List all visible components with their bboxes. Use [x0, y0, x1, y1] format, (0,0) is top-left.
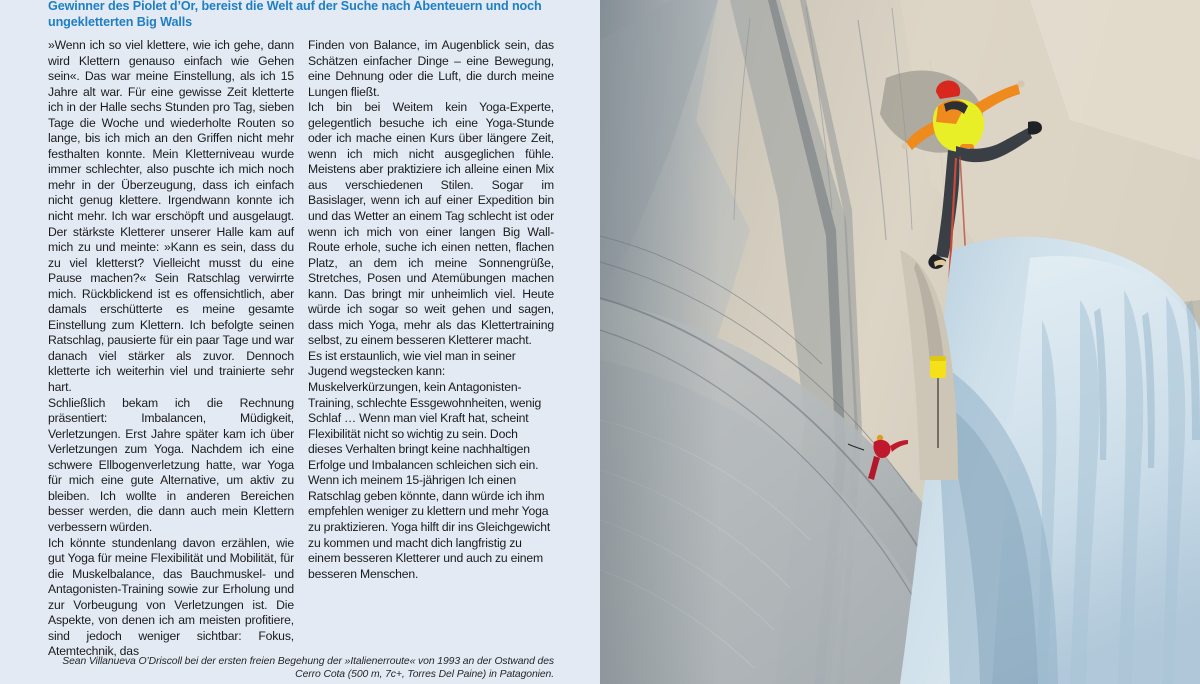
paragraph: Finden von Balance, im Augenblick sein, das Schätzen einfacher Dinge – eine Bewegung, eine Dehnung oder die Luft, die durch meine Lungen fließt.: [308, 38, 554, 99]
article-standfirst: Gewinner des Piolet d’Or, bereist die Welt auf der Suche nach Abenteuern und noch ungekletterten Big Walls: [48, 0, 542, 29]
photo-left-vignette: [600, 0, 720, 684]
article-columns: [48, 38, 554, 659]
paragraph: »Wenn ich so viel klettere, wie ich gehe, dann wird Klettern genauso einfach wie Gehen sein«. Das war meine Einstellung, als ich 15 Jahre alt war. Für eine gewisse Zeit kletterte ich in der Halle sechs Stunden pro Tag, sieben Tage die Woche und wiederholte Routen so lange, bis ich mich an den Griffen nicht mehr festhalten konnte. Mein Kletterniveau wurde immer schlechter, also puschte ich mich noch mehr in der Überzeugung, dass ich einfach nicht genug klettere. Irgendwann konnte ich nicht mehr. Ich war erschöpft und ausgelaugt. Der stärkste Kletterer unserer Halle kam auf mich zu und meinte: »Kann es sein, dass du zu viel kletterst? Vielleicht musst du eine Pause machen?« Sein Ratschlag verwirrte mich. Rückblickend ist es offensichtlich, aber damals erschütterte es meine gesamte Einstellung zum Klettern. Ich befolgte seinen Ratschlag, pausierte für ein paar Tage und war danach viel stärker als zuvor. Dennoch kletterte ich weiterhin viel und trainierte sehr hart.: [48, 38, 294, 395]
big-wall-climbing-photo: [600, 0, 1200, 684]
haul-bag-lid: [930, 356, 946, 361]
article-column-right: [308, 38, 554, 640]
paragraph: Ich bin bei Weitem kein Yoga-Experte, gelegentlich besuche ich eine Yoga-Stunde oder ich mache einen Kurs über längere Zeit, wenn ich mich nicht ausgeglichen fühle. Meistens aber praktiziere ich alleine einen Mix aus verschiedenen Stilen. Sogar im Basislager, wenn ich auf einer Expedition bin und das Wetter an einem Tag schlecht ist oder wenn ich mich von einer langen Big Wall-Route erhole, suche ich einen netten, flachen Platz, an dem ich meine Sonnengrüße, Stretches, Posen und Atemübungen machen kann. Das bringt mir unheimlich viel. Heute würde ich sogar so weit gehen und sagen, dass mich Yoga, mehr als das Klettertraining selbst, zu einem besseren Kletterer macht.: [308, 100, 554, 348]
paragraph: Schließlich bekam ich die Rechnung präsentiert: Imbalancen, Müdigkeit, Verletzungen. Erst Jahre später kam ich über Verletzungen zum Yoga. Nachdem ich eine schwere Ellbogenverletzung hatte, war Yoga für mich eine gute Alternative, um aktiv zu bleiben. Ich wollte in anderen Bereichen besser werden, die dann auch mein Klettern verbessern würden.: [48, 395, 294, 534]
climber-right-hand: [1017, 80, 1024, 87]
paragraph: Ich könnte stundenlang davon erzählen, wie gut Yoga für meine Flexibilität und Mobilität, für die Muskelbalance, das Bauchmuskel- und Antagonisten-Training sowie zur Erholung und zur Vorbeugung von Verletzungen ist. Die Aspekte, von denen ich am meisten profitiere, sind jedoch weniger sichtbar: Fokus, Atemtechnik, das: [48, 535, 294, 659]
article-photo-page: [600, 0, 1200, 684]
photo-caption: Sean Villanueva O’Driscoll bei der ersten freien Begehung der »Italienerroute« von 1993 an der Ostwand des Cerro Cota (500 m, 7c+, Torres Del Paine) in Patagonien.: [62, 656, 554, 681]
climber-left-hand: [902, 143, 909, 150]
article-column-left: [48, 38, 294, 659]
paragraph: Es ist erstaunlich, wie viel man in seiner Jugend wegstecken kann: Muskelverkürzungen, kein Antagonisten-Training, schlechte Essgewohnheiten, wenig Schlaf … Wenn man viel Kraft hat, scheint Flexibilität nicht so wichtig zu sein. Doch dieses Verhalten bringt keine nachhaltigen Erfolge und Imbalancen schleichen sich ein. Wenn ich meinem 15-jährigen Ich einen Ratschlag geben könnte, dann würde ich ihm empfehlen weniger zu klettern und mehr Yoga zu praktizieren. Yoga hilft dir ins Gleichgewicht zu kommen und macht dich langfristig zu einem besseren Kletterer und auch zu einem besseren Menschen.: [308, 348, 551, 581]
